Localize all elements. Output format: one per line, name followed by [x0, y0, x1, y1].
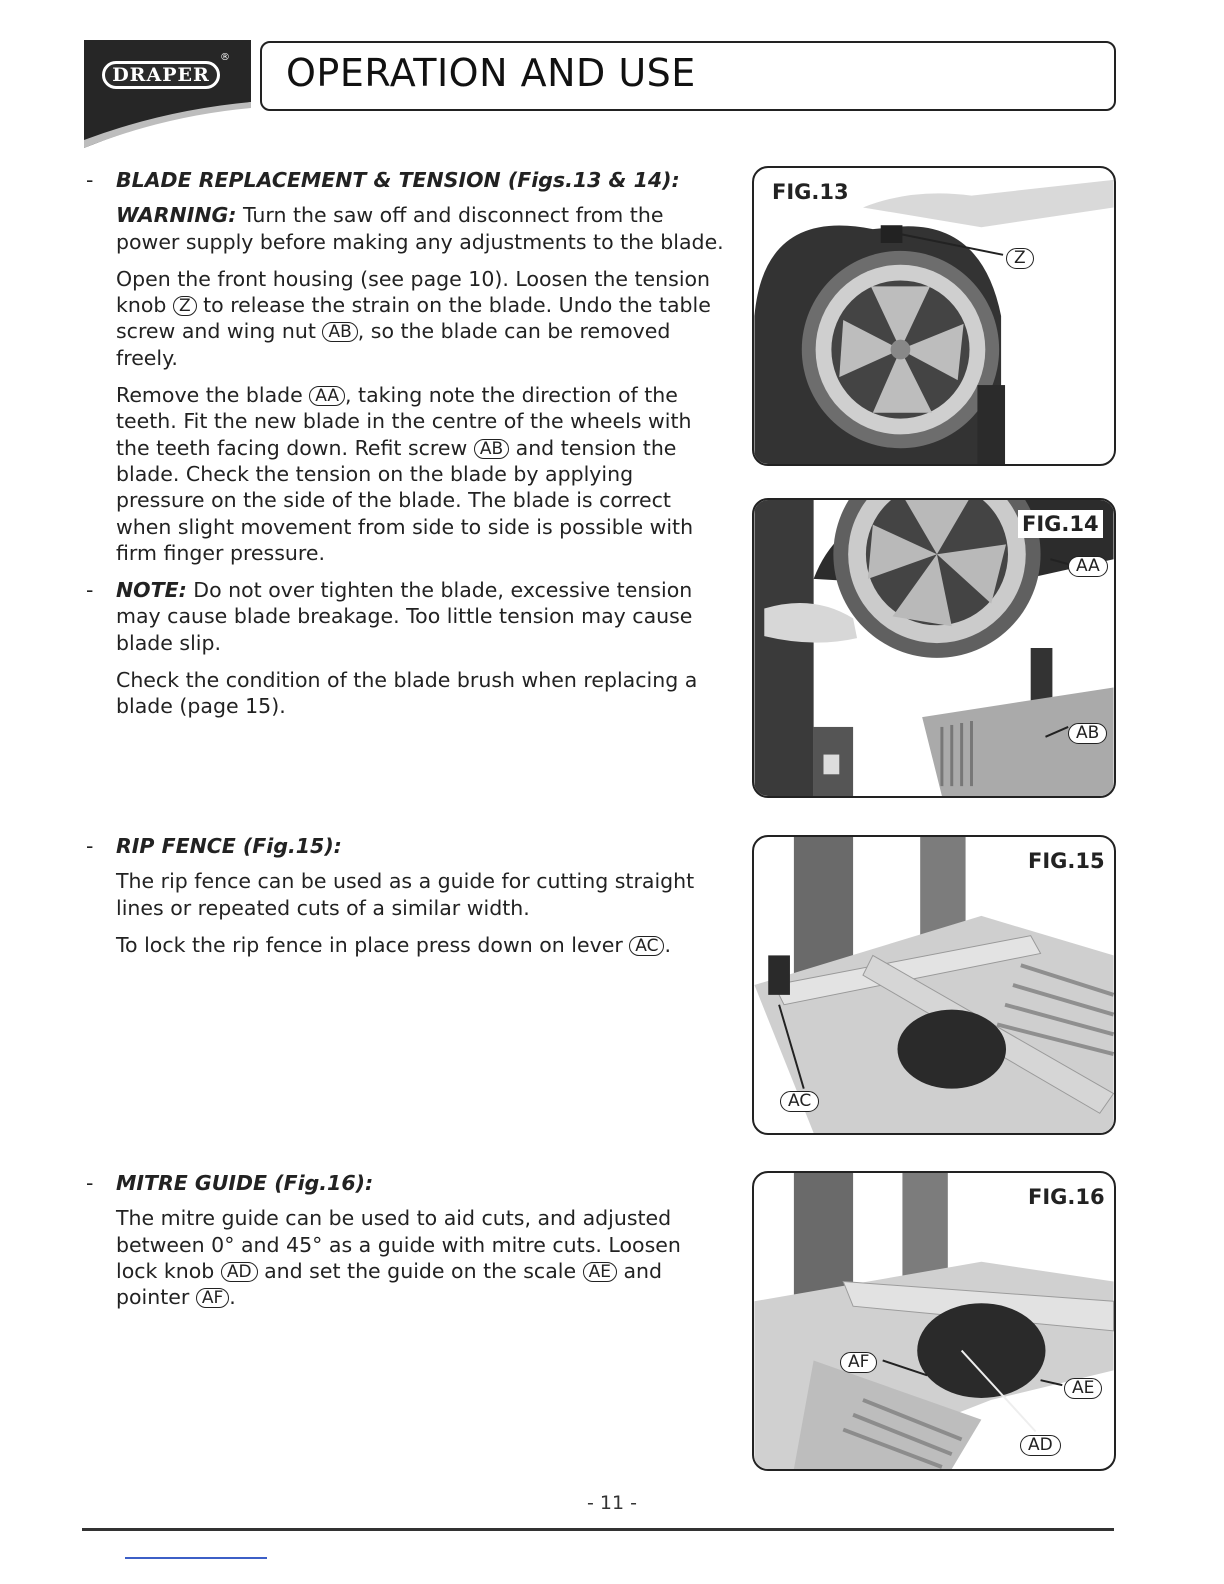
figure-label: FIG.16 — [1024, 1183, 1109, 1211]
logo-wordmark: DRAPER — [102, 61, 220, 89]
warning-paragraph: WARNING: Turn the saw off and disconnect from the power supply before making any adjustments to the blade. — [116, 203, 724, 254]
blade-tension-photo — [754, 500, 1114, 796]
figure-label: FIG.13 — [768, 178, 853, 206]
figure-callout-ae: AE — [1064, 1378, 1102, 1399]
footer-divider — [82, 1528, 1114, 1531]
rip-fence-paragraph: The rip fence can be used as a guide for cutting straight lines or repeated cuts of a similar width. — [116, 869, 695, 920]
footer-link-underline — [125, 1557, 267, 1559]
figure-callout-ab: AB — [1068, 723, 1107, 744]
callout-aa: AA — [309, 386, 345, 406]
page-number: - 11 - — [587, 1492, 637, 1514]
figure-callout-ad: AD — [1020, 1435, 1061, 1456]
page-title: OPERATION AND USE — [286, 51, 696, 95]
section-blade-replacement — [86, 167, 726, 731]
housing-paragraph: Open the front housing (see page 10). Loosen the tension knob Z to release the strain on the blade. Undo the table screw and wing nut AB , so the blade can be removed freely. — [116, 266, 711, 370]
section-heading: - RIP FENCE (Fig.15): — [86, 834, 342, 858]
section-heading: - MITRE GUIDE (Fig.16): — [86, 1171, 374, 1195]
bandsaw-wheel-photo — [754, 168, 1114, 464]
brush-paragraph: Check the condition of the blade brush when replacing a blade (page 15). — [116, 668, 698, 719]
rip-fence-photo — [754, 837, 1114, 1133]
figure-callout-af: AF — [840, 1352, 877, 1373]
draper-logo — [84, 40, 251, 148]
mitre-paragraph: The mitre guide can be used to aid cuts, and adjusted between 0° and 45° as a guide with mitre cuts. Loosen lock knob AD and set the guide on the scale AE and pointer AF . — [116, 1206, 681, 1310]
figure-13 — [752, 166, 1116, 466]
section-heading: - BLADE REPLACEMENT & TENSION (Figs.13 & 14): — [86, 168, 680, 192]
callout-ae: AE — [583, 1262, 617, 1282]
callout-ad: AD — [221, 1262, 258, 1282]
callout-ac: AC — [629, 936, 664, 956]
callout-z: Z — [173, 296, 197, 316]
figure-15 — [752, 835, 1116, 1135]
callout-ab: AB — [322, 322, 357, 342]
remove-blade-paragraph: Remove the blade AA , taking note the direction of the teeth. Fit the new blade in the centre of the wheels with the teeth facing down. Refit screw AB and tension the blade. Check the tension on the blade by applying pressure on the side of the blade. The blade is correct when slight movement from side to side is possible with firm finger pressure. — [116, 383, 694, 565]
title-box — [260, 41, 1116, 111]
figure-callout-aa: AA — [1068, 556, 1108, 577]
section-rip-fence — [86, 833, 726, 969]
figure-callout-ac: AC — [780, 1091, 819, 1112]
callout-af: AF — [196, 1288, 229, 1308]
figure-label: FIG.15 — [1024, 847, 1109, 875]
mitre-guide-photo — [754, 1173, 1114, 1469]
note-paragraph: - NOTE: Do not over tighten the blade, excessive tension may cause blade breakage. Too little tension may cause blade slip. — [86, 578, 693, 655]
callout-ab: AB — [474, 439, 509, 459]
figure-callout-z: Z — [1006, 248, 1034, 269]
figure-label: FIG.14 — [1018, 510, 1103, 538]
registered-mark: ® — [220, 52, 230, 63]
figure-16 — [752, 1171, 1116, 1471]
rip-lock-paragraph: To lock the rip fence in place press down on lever AC . — [116, 932, 671, 957]
figure-14 — [752, 498, 1116, 798]
section-mitre-guide — [86, 1170, 726, 1321]
